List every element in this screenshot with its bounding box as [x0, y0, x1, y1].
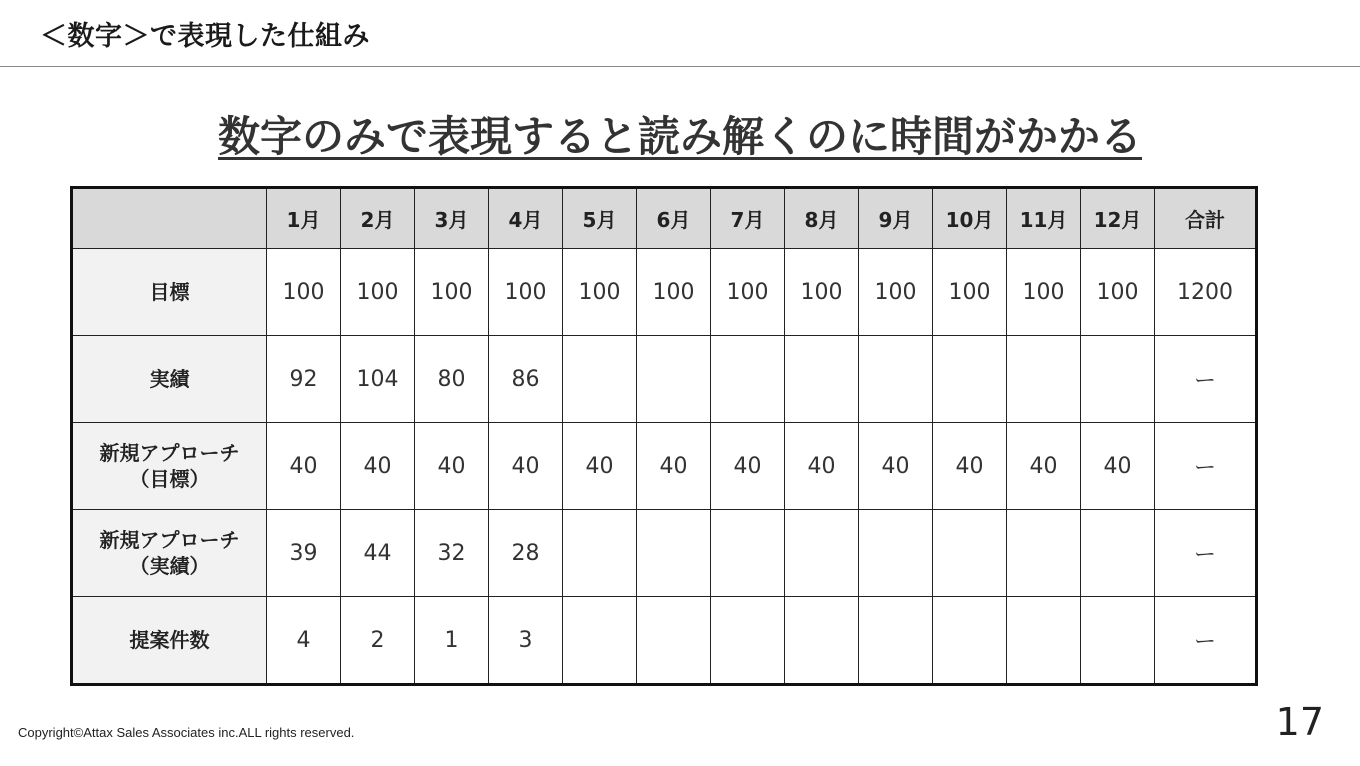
- table-cell: [711, 597, 785, 685]
- table-cell: 100: [859, 249, 933, 336]
- table-cell: [1007, 336, 1081, 423]
- table-cell: [637, 510, 711, 597]
- row-header-line: 新規アプローチ: [99, 441, 240, 465]
- column-header: 4月: [489, 188, 563, 249]
- column-header: 合計: [1155, 188, 1257, 249]
- table-cell: 32: [415, 510, 489, 597]
- table-cell: 100: [563, 249, 637, 336]
- table-cell: [637, 597, 711, 685]
- table-cell: [563, 510, 637, 597]
- row-header-line: （実績）: [129, 554, 210, 578]
- table-cell: ー: [1155, 597, 1257, 685]
- table-cell: [859, 597, 933, 685]
- column-header: 2月: [341, 188, 415, 249]
- table-header: [72, 188, 1257, 249]
- table-cell: 40: [859, 423, 933, 510]
- table-cell: 104: [341, 336, 415, 423]
- table-cell: 40: [933, 423, 1007, 510]
- row-header-line: （目標）: [129, 467, 210, 491]
- table-cell: 40: [1081, 423, 1155, 510]
- row-header: [72, 510, 267, 597]
- table-cell: [933, 336, 1007, 423]
- table-cell: 2: [341, 597, 415, 685]
- table-cell: 40: [341, 423, 415, 510]
- table-cell: 80: [415, 336, 489, 423]
- column-header: 10月: [933, 188, 1007, 249]
- table-row: [72, 510, 1257, 597]
- column-header: 11月: [1007, 188, 1081, 249]
- table-cell: [1081, 597, 1155, 685]
- table-cell: 40: [415, 423, 489, 510]
- table-cell: 40: [489, 423, 563, 510]
- table-cell: [933, 510, 1007, 597]
- table-cell: [711, 336, 785, 423]
- table-cell: [859, 510, 933, 597]
- header-title: ＜数字＞で表現した仕組み: [40, 21, 370, 52]
- table-cell: 86: [489, 336, 563, 423]
- column-header: 9月: [859, 188, 933, 249]
- column-header: 7月: [711, 188, 785, 249]
- table-cell: 40: [1007, 423, 1081, 510]
- column-header: 5月: [563, 188, 637, 249]
- table-cell: 1: [415, 597, 489, 685]
- table-cell: 4: [267, 597, 341, 685]
- table-cell: 40: [711, 423, 785, 510]
- table-cell: [563, 597, 637, 685]
- monthly-data-table: [70, 186, 1258, 686]
- table-cell: 100: [341, 249, 415, 336]
- table-cell: 44: [341, 510, 415, 597]
- table-cell: 100: [711, 249, 785, 336]
- row-header: [72, 597, 267, 685]
- table-cell: 1200: [1155, 249, 1257, 336]
- slide-title: [0, 104, 1360, 164]
- slide-title-text: 数字のみで表現すると読み解くのに時間がかかる: [217, 112, 1142, 161]
- table-cell: 100: [415, 249, 489, 336]
- row-header-line: 提案件数: [129, 628, 210, 652]
- page-number: 17: [1275, 700, 1324, 744]
- column-header: 3月: [415, 188, 489, 249]
- table-cell: ー: [1155, 423, 1257, 510]
- table-cell: 28: [489, 510, 563, 597]
- table-cell: 39: [267, 510, 341, 597]
- table-cell: 3: [489, 597, 563, 685]
- row-header-line: 新規アプローチ: [99, 528, 240, 552]
- table-cell: ー: [1155, 336, 1257, 423]
- column-header: 6月: [637, 188, 711, 249]
- table-cell: ー: [1155, 510, 1257, 597]
- table-cell: [933, 597, 1007, 685]
- table-cell: 40: [267, 423, 341, 510]
- table-cell: [711, 510, 785, 597]
- column-header: 1月: [267, 188, 341, 249]
- table-row: [72, 597, 1257, 685]
- column-header: 8月: [785, 188, 859, 249]
- row-header-line: 実績: [149, 367, 190, 391]
- header-corner-cell: [72, 188, 267, 249]
- column-header: 12月: [1081, 188, 1155, 249]
- table-header-row: [72, 188, 1257, 249]
- table-cell: 92: [267, 336, 341, 423]
- table-cell: 100: [489, 249, 563, 336]
- row-header: [72, 423, 267, 510]
- row-header-line: 目標: [149, 280, 190, 304]
- copyright-notice: Copyright©Attax Sales Associates inc.ALL rights reserved.: [18, 725, 355, 740]
- row-header: [72, 249, 267, 336]
- table-cell: 40: [785, 423, 859, 510]
- table-cell: [637, 336, 711, 423]
- table-cell: 100: [1081, 249, 1155, 336]
- table-cell: [859, 336, 933, 423]
- table-cell: [1081, 336, 1155, 423]
- table-cell: [1007, 597, 1081, 685]
- table-cell: [785, 510, 859, 597]
- table-row: [72, 423, 1257, 510]
- table-cell: 40: [637, 423, 711, 510]
- table-cell: [1081, 510, 1155, 597]
- table-row: [72, 249, 1257, 336]
- row-header: [72, 336, 267, 423]
- table-cell: 100: [785, 249, 859, 336]
- table-cell: [563, 336, 637, 423]
- table-cell: 40: [563, 423, 637, 510]
- table-cell: [785, 336, 859, 423]
- table-cell: 100: [933, 249, 1007, 336]
- table-cell: [1007, 510, 1081, 597]
- table-cell: 100: [637, 249, 711, 336]
- table-cell: [785, 597, 859, 685]
- table-row: [72, 336, 1257, 423]
- header-divider: [0, 66, 1360, 67]
- table-cell: 100: [267, 249, 341, 336]
- table-body: [72, 249, 1257, 685]
- table-cell: 100: [1007, 249, 1081, 336]
